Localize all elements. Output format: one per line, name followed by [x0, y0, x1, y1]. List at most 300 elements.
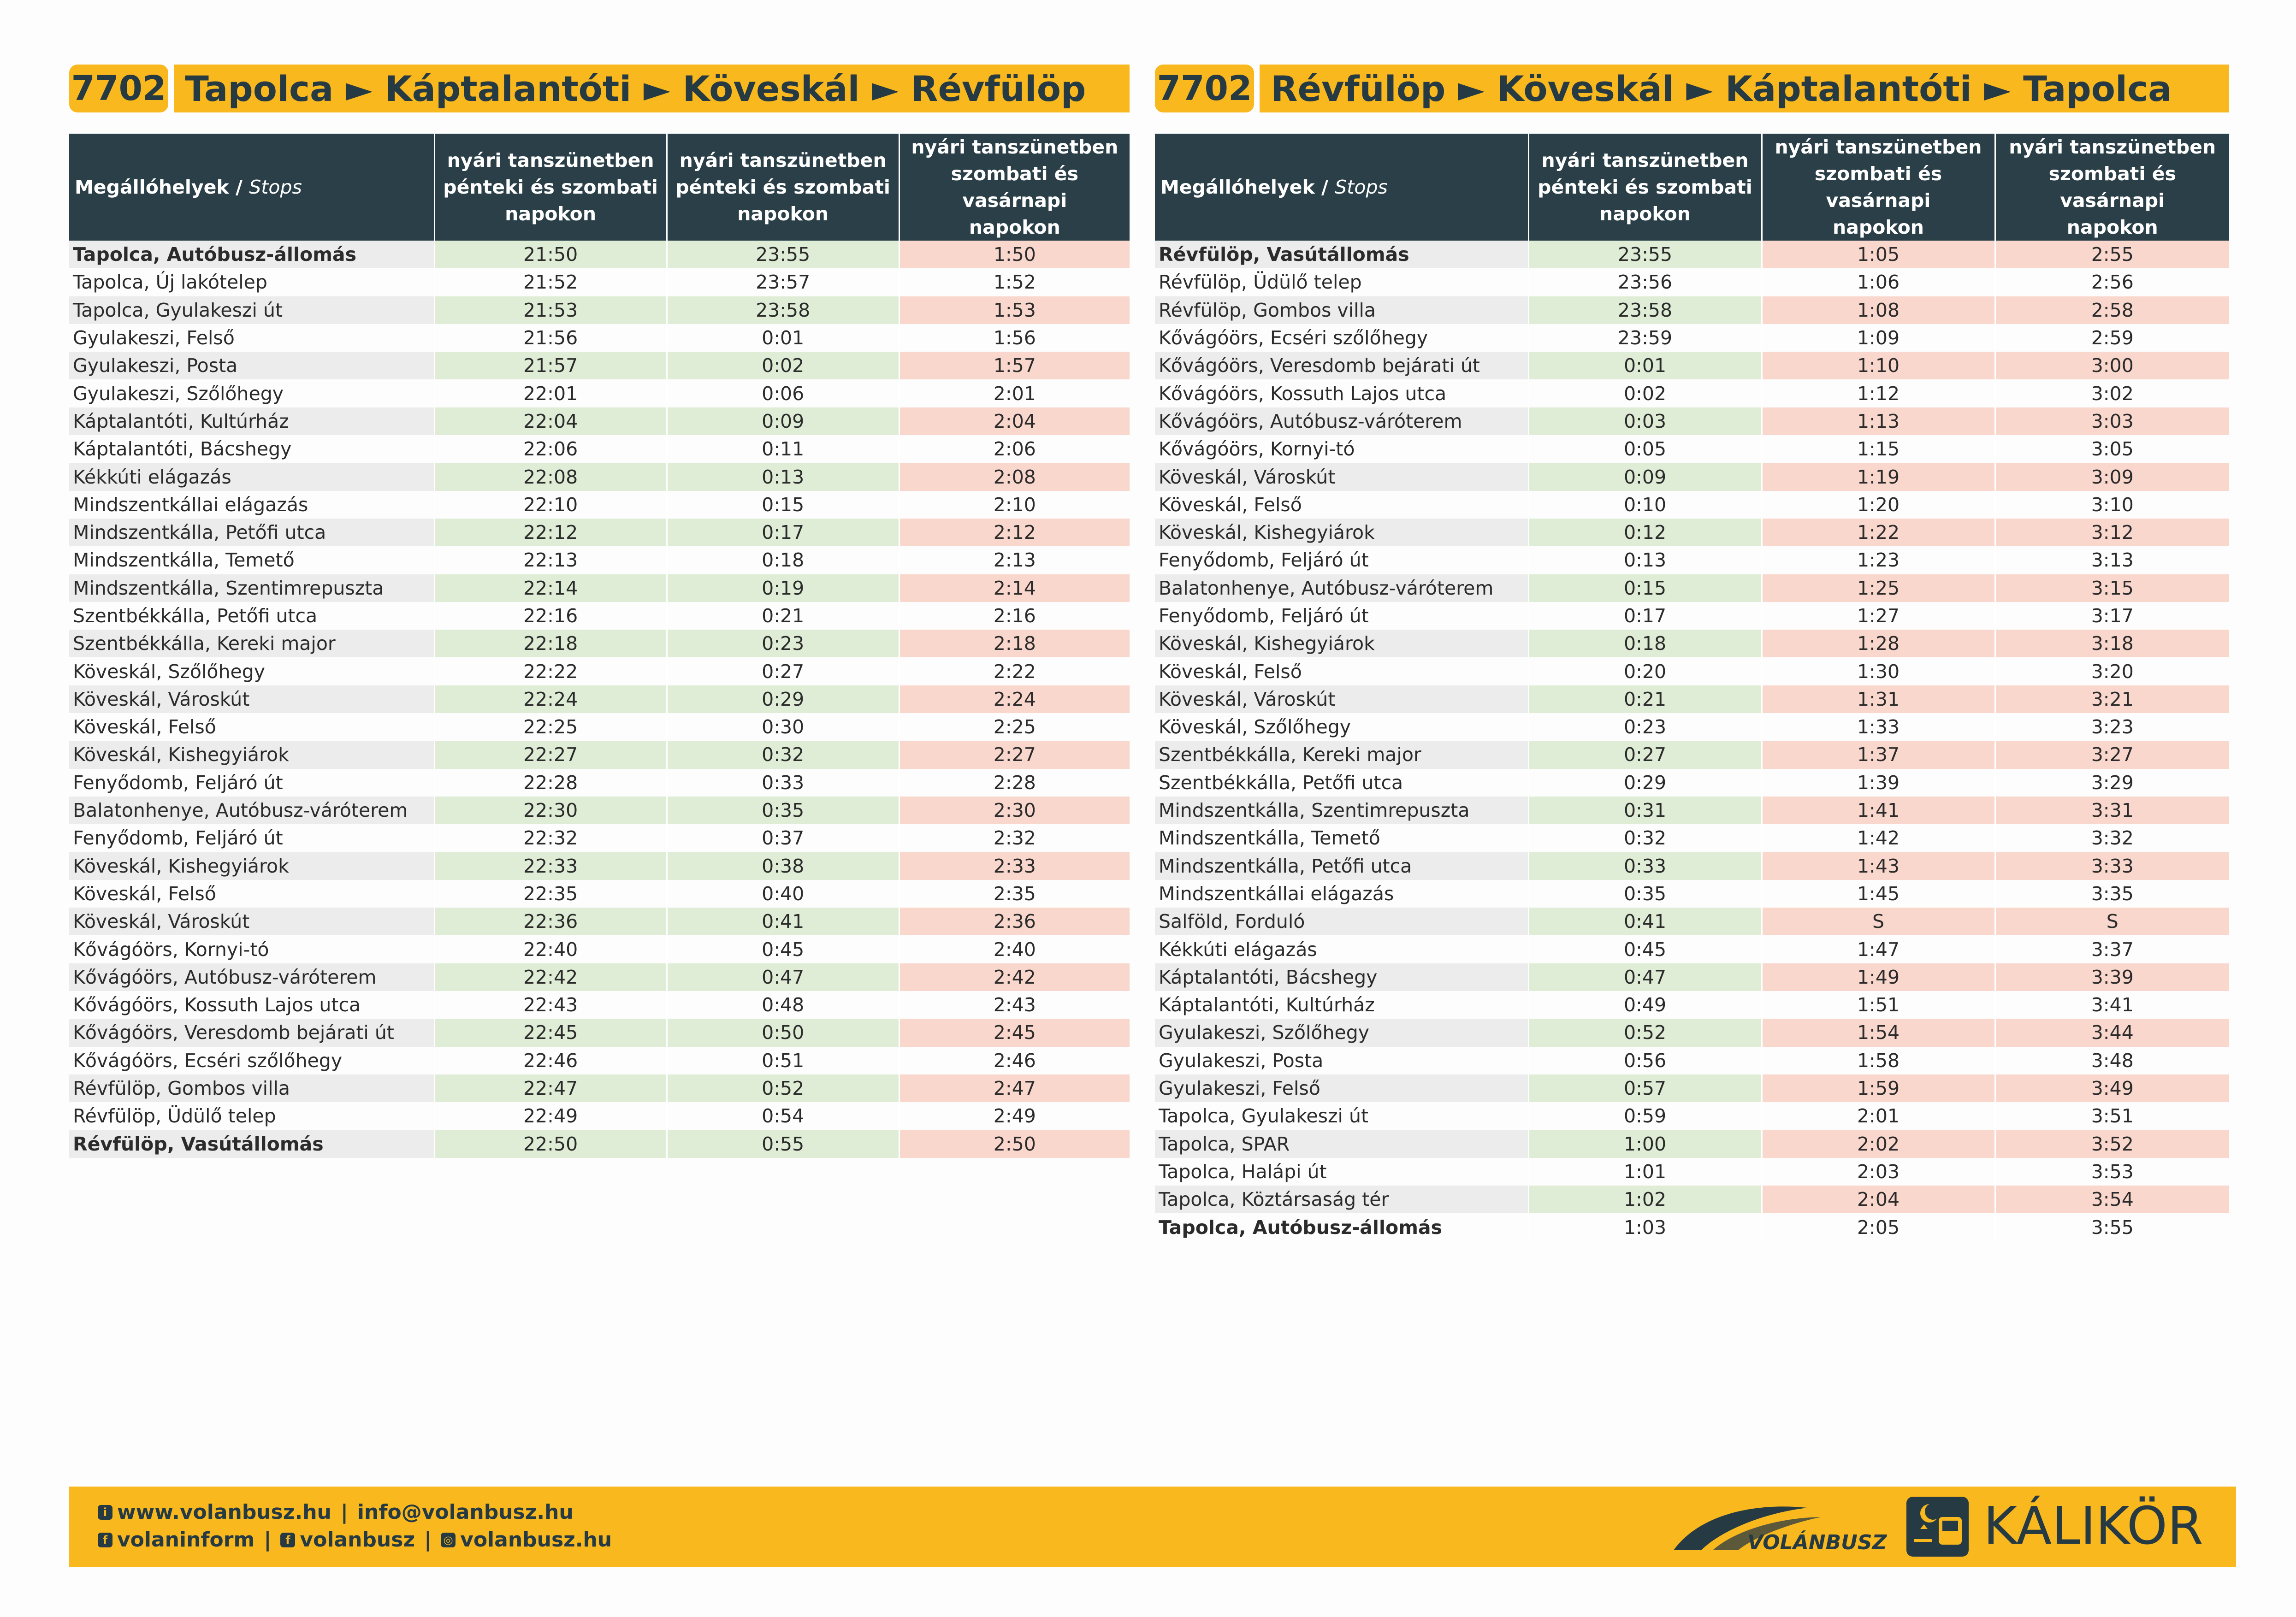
departure-time: 0:09 — [667, 407, 899, 435]
departure-time: 1:33 — [1762, 713, 1995, 741]
table-row — [69, 324, 1130, 352]
table-row — [1155, 491, 2229, 519]
stop-name: Fenyődomb, Feljáró út — [1159, 605, 1369, 627]
departure-time: 0:30 — [667, 713, 899, 741]
departure-time: 2:13 — [899, 546, 1130, 574]
departure-time: 0:19 — [667, 574, 899, 602]
stop-name: Káptalantóti, Kultúrház — [69, 407, 434, 435]
departure-time: 0:01 — [667, 324, 899, 352]
departure-time: 3:35 — [1995, 880, 2229, 908]
table-row — [69, 908, 1130, 935]
departure-time: 1:47 — [1762, 935, 1995, 963]
stop-name: Szentbékkálla, Petőfi utca — [73, 605, 318, 627]
table-row — [1155, 824, 2229, 852]
departure-time: 3:37 — [1995, 935, 2229, 963]
departure-time: 2:27 — [899, 741, 1130, 768]
departure-time: 0:54 — [667, 1102, 899, 1130]
stop-name: Szentbékkálla, Kereki major — [1155, 741, 1528, 768]
departure-time: 1:20 — [1762, 491, 1995, 519]
departure-time: 2:58 — [1995, 296, 2229, 324]
stop-name: Mindszentkálla, Temető — [1159, 827, 1380, 850]
bus-icon — [1906, 1497, 1969, 1557]
stop-name: Köveskál, Felső — [73, 716, 216, 738]
table-row — [69, 963, 1130, 991]
stop-name: Tapolca, Gyulakeszi út — [69, 296, 434, 324]
departure-time: 0:12 — [1528, 519, 1762, 546]
table-row — [1155, 630, 2229, 657]
departure-time: 2:01 — [899, 379, 1130, 407]
departure-time: 1:06 — [1762, 268, 1995, 296]
table-row — [69, 407, 1130, 435]
departure-time: 2:16 — [899, 602, 1130, 630]
departure-time: 0:40 — [667, 880, 899, 908]
departure-time: 2:10 — [899, 491, 1130, 519]
stop-name: Káptalantóti, Bácshegy — [73, 438, 292, 460]
departure-time: 3:20 — [1995, 657, 2229, 685]
departure-time: 1:05 — [1762, 241, 1995, 268]
departure-time: 22:22 — [434, 657, 667, 685]
stop-name: Tapolca, SPAR — [1155, 1130, 1528, 1158]
table-row — [1155, 880, 2229, 908]
table-row — [1155, 1130, 2229, 1158]
table-row — [1155, 379, 2229, 407]
stop-name: Révfülöp, Gombos villa — [1155, 296, 1528, 324]
departure-time: 0:27 — [1528, 741, 1762, 768]
instagram-link[interactable]: volanbusz.hu — [460, 1528, 612, 1552]
departure-time: 1:09 — [1762, 324, 1995, 352]
column-header: nyári tanszünetben pénteki és szombati napokon — [1528, 134, 1762, 241]
table-row — [1155, 1158, 2229, 1186]
departure-time: 21:50 — [434, 241, 667, 268]
table-row — [1155, 991, 2229, 1019]
stops-header: Megállóhelyek / Stops — [69, 134, 434, 241]
globe-icon: i — [98, 1505, 112, 1520]
departure-time: 0:13 — [667, 463, 899, 490]
departure-time: 0:51 — [667, 1047, 899, 1074]
departure-time: 22:42 — [434, 963, 667, 991]
table-row — [69, 296, 1130, 324]
departure-time: 0:18 — [667, 546, 899, 574]
departure-time: 1:01 — [1528, 1158, 1762, 1186]
departure-time: 1:45 — [1762, 880, 1995, 908]
departure-time: 2:32 — [899, 824, 1130, 852]
table-row — [69, 574, 1130, 602]
departure-time: 2:14 — [899, 574, 1130, 602]
facebook-icon: f — [280, 1533, 295, 1547]
table-row — [69, 241, 1130, 268]
departure-time: 0:38 — [667, 852, 899, 880]
departure-time: 0:57 — [1528, 1074, 1762, 1102]
departure-time: 2:50 — [899, 1130, 1130, 1158]
departure-time: 1:39 — [1762, 769, 1995, 797]
table-row — [1155, 435, 2229, 463]
table-row — [1155, 852, 2229, 880]
stop-name: Köveskál, Kishegyiárok — [69, 741, 434, 768]
departure-time: 3:18 — [1995, 630, 2229, 657]
facebook-link[interactable]: volanbusz — [300, 1528, 415, 1552]
table-row — [69, 824, 1130, 852]
departure-time: 0:32 — [1528, 824, 1762, 852]
table-row — [69, 741, 1130, 768]
departure-time: 1:02 — [1528, 1186, 1762, 1213]
departure-time: 3:51 — [1995, 1102, 2229, 1130]
route-title-bar — [69, 65, 1130, 112]
stops-header: Megállóhelyek / Stops — [1155, 134, 1528, 241]
table-row — [69, 935, 1130, 963]
departure-time: 2:47 — [899, 1074, 1130, 1102]
timetable-body — [1155, 241, 2229, 1241]
departure-time: 22:12 — [434, 519, 667, 546]
departure-time: 22:45 — [434, 1019, 667, 1046]
stop-name: Révfülöp, Üdülő telep — [1159, 271, 1362, 294]
table-row — [1155, 1047, 2229, 1074]
header-row — [1155, 134, 2229, 241]
route-title-bar — [1155, 65, 2229, 112]
departure-time: 23:58 — [1528, 296, 1762, 324]
departure-time: 1:56 — [899, 324, 1130, 352]
departure-time: 0:35 — [667, 797, 899, 824]
departure-time: 2:36 — [899, 908, 1130, 935]
departure-time: 2:59 — [1995, 324, 2229, 352]
departure-time: 2:33 — [899, 852, 1130, 880]
departure-time: 0:45 — [667, 935, 899, 963]
departure-time: 1:15 — [1762, 435, 1995, 463]
departure-time: 22:06 — [434, 435, 667, 463]
table-row — [1155, 908, 2229, 935]
departure-time: 2:35 — [899, 880, 1130, 908]
departure-time: 2:01 — [1762, 1102, 1995, 1130]
departure-time: 21:52 — [434, 268, 667, 296]
stop-name: Balatonhenye, Autóbusz-váróterem — [1155, 574, 1528, 602]
departure-time: 0:15 — [667, 491, 899, 519]
column-header: nyári tanszünetben pénteki és szombati napokon — [434, 134, 667, 241]
departure-time: 21:56 — [434, 324, 667, 352]
route-number: 7702 — [1155, 65, 1254, 112]
stop-name: Tapolca, Új lakótelep — [73, 271, 267, 294]
departure-time: 22:32 — [434, 824, 667, 852]
departure-time: 3:17 — [1995, 602, 2229, 630]
departure-time: 1:50 — [899, 241, 1130, 268]
table-row — [1155, 519, 2229, 546]
table-row — [1155, 463, 2229, 490]
stop-name: Fenyődomb, Feljáró út — [73, 771, 283, 794]
departure-time: 2:18 — [899, 630, 1130, 657]
departure-time: 1:54 — [1762, 1019, 1995, 1046]
departure-time: 0:10 — [1528, 491, 1762, 519]
departure-time: 1:13 — [1762, 407, 1995, 435]
departure-time: 0:56 — [1528, 1047, 1762, 1074]
departure-time: S — [1995, 908, 2229, 935]
departure-time: 0:49 — [1528, 991, 1762, 1019]
departure-time: 1:41 — [1762, 797, 1995, 824]
departure-time: 0:47 — [667, 963, 899, 991]
stop-name: Gyulakeszi, Posta — [69, 352, 434, 379]
departure-time: 0:18 — [1528, 630, 1762, 657]
departure-time: 3:15 — [1995, 574, 2229, 602]
stop-name: Révfülöp, Üdülő telep — [73, 1105, 276, 1127]
table-row — [1155, 407, 2229, 435]
departure-time: 0:17 — [667, 519, 899, 546]
timetable-body — [69, 241, 1130, 1158]
departure-time: 2:55 — [1995, 241, 2229, 268]
departure-time: 1:30 — [1762, 657, 1995, 685]
departure-time: 3:39 — [1995, 963, 2229, 991]
departure-time: 3:27 — [1995, 741, 2229, 768]
departure-time: 22:24 — [434, 685, 667, 713]
departure-time: 23:57 — [667, 268, 899, 296]
departure-time: 0:52 — [1528, 1019, 1762, 1046]
departure-time: 21:57 — [434, 352, 667, 379]
departure-time: 2:03 — [1762, 1158, 1995, 1186]
stop-name: Szentbékkálla, Kereki major — [69, 630, 434, 657]
stop-name: Balatonhenye, Autóbusz-váróterem — [69, 797, 434, 824]
departure-time: 3:09 — [1995, 463, 2229, 490]
table-row — [1155, 1019, 2229, 1046]
stop-name: Kővágóörs, Kossuth Lajos utca — [73, 994, 361, 1016]
facebook-icon: f — [98, 1533, 112, 1547]
table-row — [1155, 713, 2229, 741]
departure-time: 3:49 — [1995, 1074, 2229, 1102]
departure-time: 0:02 — [667, 352, 899, 379]
table-row — [69, 268, 1130, 296]
departure-time: 22:01 — [434, 379, 667, 407]
departure-time: 22:50 — [434, 1130, 667, 1158]
departure-time: 2:49 — [899, 1102, 1130, 1130]
stop-name: Gyulakeszi, Szőlőhegy — [73, 382, 284, 405]
departure-time: 0:13 — [1528, 546, 1762, 574]
departure-time: 1:19 — [1762, 463, 1995, 490]
table-row — [69, 435, 1130, 463]
table-row — [69, 713, 1130, 741]
departure-time: 2:42 — [899, 963, 1130, 991]
departure-time: 23:59 — [1528, 324, 1762, 352]
departure-time: 1:08 — [1762, 296, 1995, 324]
table-row — [1155, 352, 2229, 379]
stop-name: Káptalantóti, Kultúrház — [1159, 994, 1375, 1016]
departure-time: 22:49 — [434, 1102, 667, 1130]
stop-name: Köveskál, Városkút — [1155, 463, 1528, 490]
route-title: Révfülöp ► Köveskál ► Káptalantóti ► Tapolca — [1260, 65, 2229, 112]
stop-name: Révfülöp, Vasútállomás — [69, 1130, 434, 1158]
departure-time: 1:57 — [899, 352, 1130, 379]
column-header: nyári tanszünetben szombati és vasárnapi napokon — [899, 134, 1130, 241]
departure-time: 1:43 — [1762, 852, 1995, 880]
departure-time: 22:47 — [434, 1074, 667, 1102]
email-link[interactable]: info@volanbusz.hu — [357, 1500, 574, 1524]
departure-time: 1:03 — [1528, 1213, 1762, 1241]
departure-time: 0:11 — [667, 435, 899, 463]
departure-time: 1:28 — [1762, 630, 1995, 657]
departure-time: 1:27 — [1762, 602, 1995, 630]
departure-time: 1:25 — [1762, 574, 1995, 602]
timetable-panel-left — [69, 65, 1130, 1158]
table-row — [69, 1047, 1130, 1074]
departure-time: 0:23 — [667, 630, 899, 657]
stop-name: Kékkúti elágazás — [1159, 938, 1317, 961]
departure-time: 0:41 — [667, 908, 899, 935]
table-row — [69, 1102, 1130, 1130]
departure-time: S — [1762, 908, 1995, 935]
departure-time: 3:41 — [1995, 991, 2229, 1019]
departure-time: 2:22 — [899, 657, 1130, 685]
table-row — [1155, 296, 2229, 324]
stop-name: Gyulakeszi, Szőlőhegy — [1155, 1019, 1528, 1046]
departure-time: 1:42 — [1762, 824, 1995, 852]
departure-time: 2:08 — [899, 463, 1130, 490]
table-row — [1155, 1074, 2229, 1102]
departure-time: 0:15 — [1528, 574, 1762, 602]
departure-time: 0:17 — [1528, 602, 1762, 630]
departure-time: 3:55 — [1995, 1213, 2229, 1241]
table-row — [1155, 657, 2229, 685]
stop-name: Tapolca, Autóbusz-állomás — [69, 241, 434, 268]
departure-time: 0:47 — [1528, 963, 1762, 991]
stop-name: Mindszentkálla, Petőfi utca — [69, 519, 434, 546]
stop-name: Fenyődomb, Feljáró út — [1159, 549, 1369, 572]
stop-name: Köveskál, Felső — [73, 882, 216, 905]
table-row — [69, 463, 1130, 490]
departure-time: 0:41 — [1528, 908, 1762, 935]
departure-time: 23:56 — [1528, 268, 1762, 296]
departure-time: 22:36 — [434, 908, 667, 935]
separator: | — [340, 1500, 348, 1524]
departure-time: 2:06 — [899, 435, 1130, 463]
departure-time: 2:04 — [1762, 1186, 1995, 1213]
departure-time: 22:25 — [434, 713, 667, 741]
stop-name: Köveskál, Szőlőhegy — [73, 660, 265, 683]
departure-time: 23:55 — [1528, 241, 1762, 268]
stop-name: Mindszentkálla, Szentimrepuszta — [69, 574, 434, 602]
departure-time: 3:03 — [1995, 407, 2229, 435]
stop-name: Mindszentkállai elágazás — [73, 493, 308, 516]
table-row — [69, 546, 1130, 574]
departure-time: 3:23 — [1995, 713, 2229, 741]
volanbusz-logo — [1669, 1499, 1890, 1555]
departure-time: 0:02 — [1528, 379, 1762, 407]
table-row — [1155, 546, 2229, 574]
departure-time: 22:13 — [434, 546, 667, 574]
stop-name: Tapolca, Gyulakeszi út — [1159, 1105, 1369, 1127]
departure-time: 22:04 — [434, 407, 667, 435]
departure-time: 1:23 — [1762, 546, 1995, 574]
departure-time: 2:40 — [899, 935, 1130, 963]
departure-time: 22:33 — [434, 852, 667, 880]
departure-time: 2:43 — [899, 991, 1130, 1019]
table-row — [69, 630, 1130, 657]
departure-time: 0:01 — [1528, 352, 1762, 379]
timetable — [69, 134, 1130, 1158]
stop-name: Köveskál, Szőlőhegy — [1159, 716, 1351, 738]
volanbusz-logo-text: VOLÁNBUSZ — [1747, 1531, 1887, 1554]
departure-time: 3:31 — [1995, 797, 2229, 824]
table-row — [69, 519, 1130, 546]
departure-time: 0:29 — [1528, 769, 1762, 797]
departure-time: 0:33 — [1528, 852, 1762, 880]
table-row — [69, 852, 1130, 880]
stop-name: Kővágóörs, Kossuth Lajos utca — [1159, 382, 1447, 405]
departure-time: 2:12 — [899, 519, 1130, 546]
departure-time: 3:54 — [1995, 1186, 2229, 1213]
departure-time: 2:24 — [899, 685, 1130, 713]
table-row — [1155, 741, 2229, 768]
website-link[interactable]: www.volanbusz.hu — [117, 1500, 331, 1524]
stop-name: Fenyődomb, Feljáró út — [73, 827, 283, 850]
departure-time: 3:05 — [1995, 435, 2229, 463]
departure-time: 1:49 — [1762, 963, 1995, 991]
facebook-link[interactable]: volaninform — [117, 1528, 255, 1552]
table-row — [69, 379, 1130, 407]
departure-time: 0:27 — [667, 657, 899, 685]
column-header: nyári tanszünetben szombati és vasárnapi napokon — [1995, 134, 2229, 241]
footer — [69, 1487, 2236, 1567]
departure-time: 2:56 — [1995, 268, 2229, 296]
departure-time: 2:25 — [899, 713, 1130, 741]
stop-name: Salföld, Forduló — [1155, 908, 1528, 935]
stop-name: Révfülöp, Vasútállomás — [1155, 241, 1528, 268]
timetable-panel-right — [1155, 65, 2229, 1241]
departure-time: 0:52 — [667, 1074, 899, 1102]
departure-time: 1:37 — [1762, 741, 1995, 768]
departure-time: 0:37 — [667, 824, 899, 852]
departure-time: 3:00 — [1995, 352, 2229, 379]
stop-name: Köveskál, Kishegyiárok — [1155, 519, 1528, 546]
route-title: Tapolca ► Káptalantóti ► Köveskál ► Révfülöp — [174, 65, 1130, 112]
departure-time: 0:09 — [1528, 463, 1762, 490]
stop-name: Köveskál, Felső — [1159, 493, 1302, 516]
stop-name: Káptalantóti, Bácshegy — [1155, 963, 1528, 991]
departure-time: 0:05 — [1528, 435, 1762, 463]
column-header: nyári tanszünetben pénteki és szombati napokon — [667, 134, 899, 241]
departure-time: 0:33 — [667, 769, 899, 797]
departure-time: 1:51 — [1762, 991, 1995, 1019]
table-row — [1155, 685, 2229, 713]
departure-time: 3:32 — [1995, 824, 2229, 852]
departure-time: 1:10 — [1762, 352, 1995, 379]
departure-time: 23:58 — [667, 296, 899, 324]
stop-name: Kővágóörs, Kornyi-tó — [1159, 438, 1355, 460]
departure-time: 0:21 — [667, 602, 899, 630]
table-row — [69, 657, 1130, 685]
departure-time: 22:10 — [434, 491, 667, 519]
departure-time: 1:53 — [899, 296, 1130, 324]
stop-name: Köveskál, Felső — [1159, 660, 1302, 683]
departure-time: 21:53 — [434, 296, 667, 324]
departure-time: 2:05 — [1762, 1213, 1995, 1241]
departure-time: 1:52 — [899, 268, 1130, 296]
departure-time: 3:44 — [1995, 1019, 2229, 1046]
stop-name: Gyulakeszi, Posta — [1159, 1049, 1324, 1072]
table-row — [69, 1019, 1130, 1046]
table-row — [1155, 769, 2229, 797]
table-row — [1155, 1213, 2229, 1241]
table-row — [1155, 963, 2229, 991]
stop-name: Tapolca, Köztársaság tér — [1155, 1186, 1528, 1213]
departure-time: 22:18 — [434, 630, 667, 657]
stop-name: Tapolca, Halápi út — [1159, 1160, 1327, 1183]
table-row — [69, 1130, 1130, 1158]
departure-time: 0:29 — [667, 685, 899, 713]
departure-time: 22:40 — [434, 935, 667, 963]
departure-time: 22:35 — [434, 880, 667, 908]
stop-name: Kővágóörs, Ecséri szőlőhegy — [1159, 327, 1428, 349]
stop-name: Szentbékkálla, Petőfi utca — [1159, 771, 1403, 794]
stop-name: Gyulakeszi, Felső — [73, 327, 235, 349]
departure-time: 0:48 — [667, 991, 899, 1019]
stop-name: Mindszentkálla, Petőfi utca — [1155, 852, 1528, 880]
table-row — [1155, 324, 2229, 352]
stop-name: Köveskál, Kishegyiárok — [69, 852, 434, 880]
departure-time: 1:12 — [1762, 379, 1995, 407]
